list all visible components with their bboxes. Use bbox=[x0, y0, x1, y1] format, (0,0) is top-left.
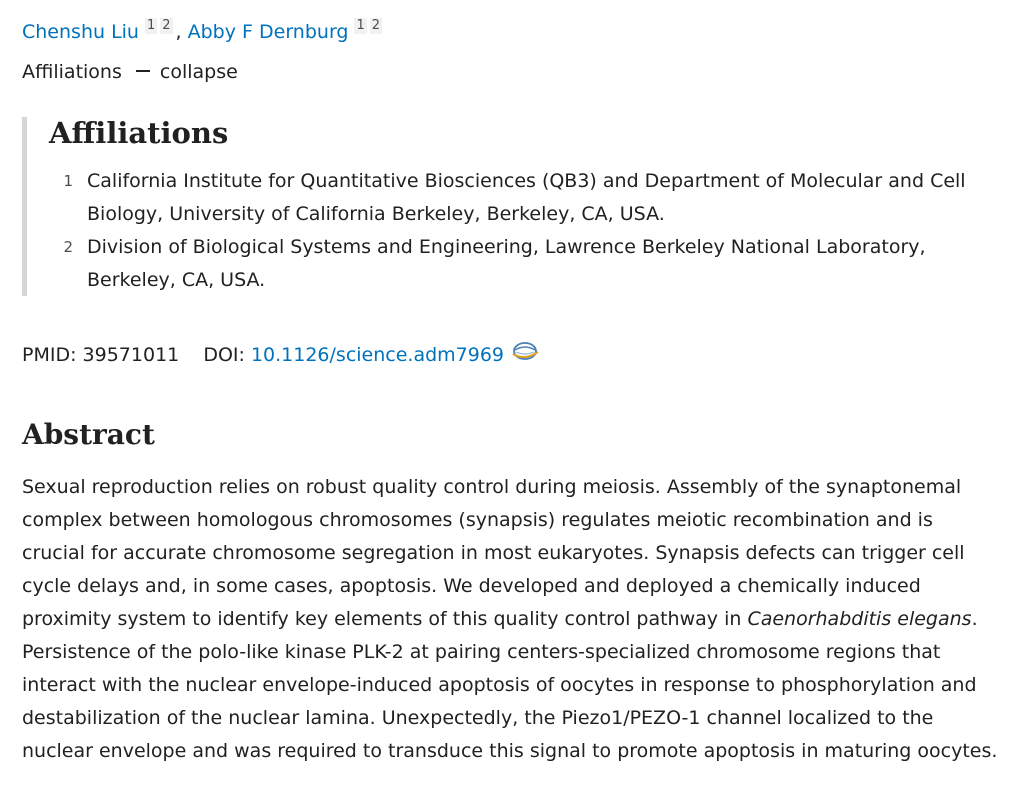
article-identifiers bbox=[22, 340, 540, 372]
author-link-abby-dernburg[interactable]: Abby F Dernburg bbox=[187, 21, 349, 43]
pmid-value: 39571011 bbox=[82, 344, 180, 366]
abstract-text-part: . Persistence of the polo-like kinase PLK-2 at pairing centers-specialized chromosome regions that interact with the nuclear envelope-induced apoptosis of oocytes in response to phosphorylation and destabilization of the nuclear lamina. Unexpectedly, the Piezo1/PEZO-1 channel localized to the nuclear envelope and was required to transduce this signal to promote apoptosis in maturing oocytes. bbox=[22, 608, 998, 762]
external-source-icon[interactable] bbox=[510, 341, 540, 372]
affiliation-item bbox=[57, 231, 987, 297]
affiliation-number: 1 bbox=[63, 172, 73, 190]
affiliations-panel bbox=[22, 117, 992, 296]
abstract-text-part: Sexual reproduction relies on robust quality control during meiosis. Assembly of the synaptonemal complex between homologous chromosomes (synapsis) regulates meiotic recombination and is crucial for accurate chromosome segregation in most eukaryotes. Synapsis defects can trigger cell cycle delays and, in some cases, apoptosis. We developed and deployed a chemically induced proximity system to identify key elements of this quality control pathway in bbox=[22, 476, 965, 630]
affiliations-list bbox=[57, 165, 987, 297]
affiliation-ref-1[interactable]: 1 bbox=[356, 18, 365, 33]
author-affiliation-refs bbox=[354, 8, 385, 38]
abstract-text bbox=[22, 471, 1000, 768]
doi-label: DOI: bbox=[203, 344, 245, 366]
abstract-species-name: Caenorhabditis elegans bbox=[747, 608, 972, 630]
affiliations-toggle-label: Affiliations bbox=[22, 61, 122, 83]
author-affiliation-refs bbox=[145, 8, 176, 38]
affiliation-ref-1[interactable]: 1 bbox=[146, 18, 156, 33]
affiliation-text: Division of Biological Systems and Engineering, Lawrence Berkeley National Laboratory, Berkeley, CA, USA. bbox=[87, 236, 926, 291]
affiliations-collapse-label: collapse bbox=[159, 61, 238, 83]
affiliation-item bbox=[57, 165, 987, 231]
doi-link[interactable]: 10.1126/science.adm7969 bbox=[250, 344, 505, 366]
affiliation-ref-2[interactable]: 2 bbox=[162, 18, 171, 33]
affiliation-number: 2 bbox=[63, 238, 73, 256]
affiliations-toggle[interactable] bbox=[22, 58, 238, 86]
affiliation-ref-2[interactable]: 2 bbox=[371, 18, 381, 33]
affiliation-text: California Institute for Quantitative Biosciences (QB3) and Department of Molecular and Cell Biology, University of California Berkeley, Berkeley, CA, USA. bbox=[87, 170, 966, 225]
author-list bbox=[22, 8, 385, 47]
author-separator: , bbox=[175, 21, 182, 43]
affiliations-heading: Affiliations bbox=[49, 116, 229, 150]
minus-icon bbox=[136, 70, 150, 72]
author-link-chenshu-liu[interactable]: Chenshu Liu bbox=[22, 21, 139, 43]
abstract-heading: Abstract bbox=[22, 418, 155, 451]
pmid-label: PMID: bbox=[22, 344, 77, 366]
